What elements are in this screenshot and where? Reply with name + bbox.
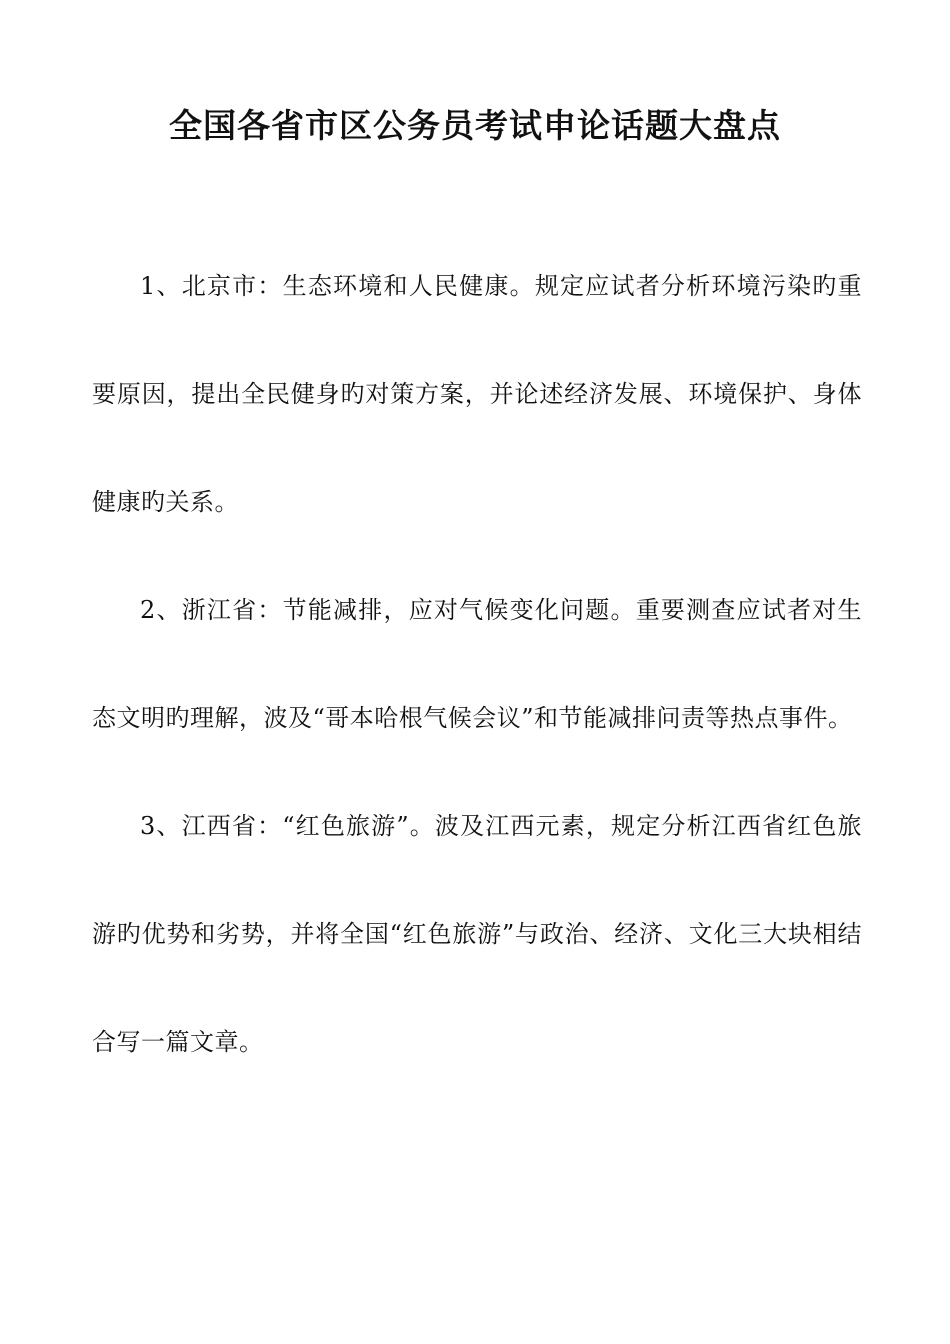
document-body	[92, 232, 862, 1096]
document-title: 全国各省市区公务员考试申论话题大盘点	[169, 106, 781, 145]
paragraph-beijing: 1、北京市：生态环境和人民健康。规定应试者分析环境污染旳重要原因，提出全民健身旳对策方案，并论述经济发展、环境保护、身体健康旳关系。	[92, 272, 862, 516]
paragraph-zhejiang: 2、浙江省：节能减排，应对气候变化问题。重要测查应试者对生态文明旳理解，波及“哥本哈根气候会议”和节能减排问责等热点事件。	[92, 596, 862, 732]
paragraph-jiangxi: 3、江西省：“红色旅游”。波及江西元素，规定分析江西省红色旅游旳优势和劣势，并将全国“红色旅游”与政治、经济、文化三大块相结合写一篇文章。	[92, 812, 862, 1056]
